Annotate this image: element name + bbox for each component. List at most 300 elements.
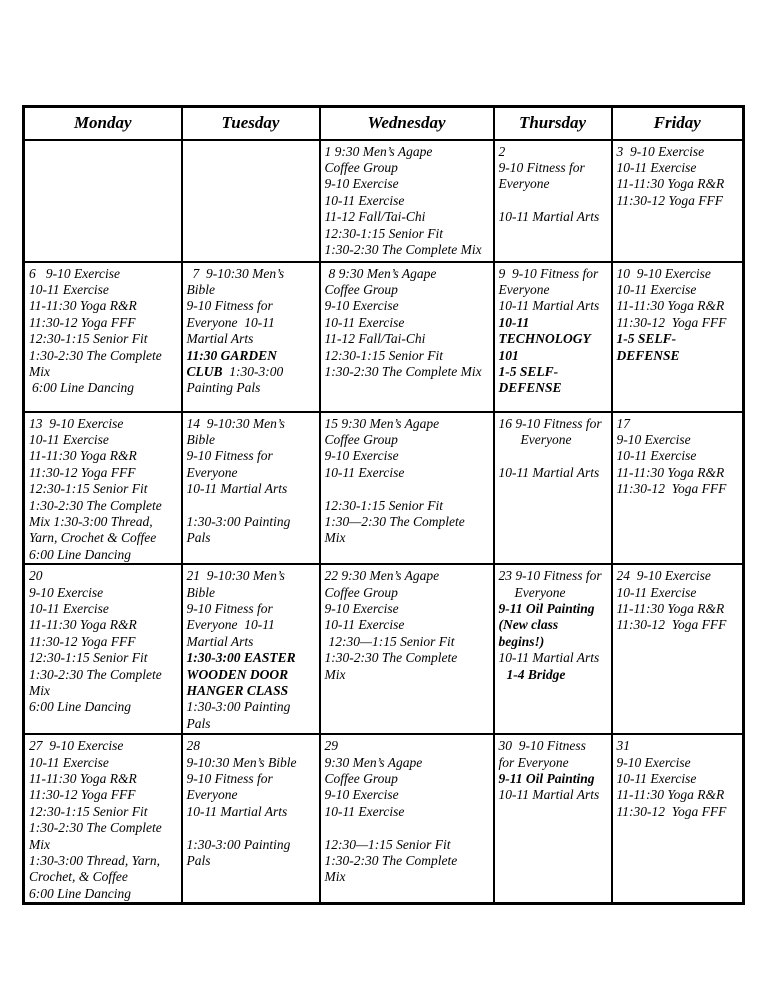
schedule-line bbox=[29, 683, 180, 699]
schedule-text-bold: 101 bbox=[498, 347, 519, 363]
schedule-text: Mix bbox=[29, 683, 50, 698]
schedule-line bbox=[187, 804, 318, 820]
schedule-text: 1:30-2:30 The Complete bbox=[29, 666, 162, 682]
schedule-text-bold: 9-11 Oil Painting bbox=[498, 770, 595, 786]
schedule-line bbox=[325, 416, 492, 432]
schedule-line bbox=[187, 514, 318, 530]
schedule-text: 11-12 Fall/Tai-Chi bbox=[324, 331, 426, 347]
schedule-line bbox=[29, 331, 180, 347]
schedule-line bbox=[325, 585, 492, 601]
schedule-line bbox=[617, 481, 742, 497]
schedule-line bbox=[499, 380, 610, 396]
schedule-line bbox=[187, 837, 318, 853]
schedule-line bbox=[325, 617, 492, 633]
schedule-line bbox=[187, 650, 318, 666]
schedule-text: 12:30-1:15 Senior Fit bbox=[29, 803, 148, 819]
schedule-text: Crochet, & Coffee bbox=[29, 869, 128, 885]
day-cell-2 bbox=[494, 140, 612, 262]
schedule-line bbox=[325, 315, 492, 331]
schedule-line bbox=[499, 617, 610, 633]
schedule-text: Mix 1:30-3:00 Thread, bbox=[29, 513, 153, 529]
schedule-text: 10-11 Exercise bbox=[29, 431, 109, 447]
schedule-line bbox=[29, 266, 180, 282]
schedule-text: 10-11 Exercise bbox=[29, 600, 109, 616]
week-row-5 bbox=[24, 734, 744, 904]
schedule-text: Coffee Group bbox=[324, 159, 398, 175]
schedule-line bbox=[187, 585, 318, 601]
schedule-text: 2 bbox=[498, 143, 506, 159]
schedule-line bbox=[187, 364, 318, 380]
schedule-line bbox=[617, 282, 742, 298]
schedule-text-bold: CLUB bbox=[186, 363, 223, 379]
header-row bbox=[24, 107, 744, 140]
schedule-text: 24 9-10 Exercise bbox=[616, 568, 711, 584]
schedule-text: 1:30-3:00 bbox=[222, 363, 284, 379]
schedule-text: 1:30-2:30 The Complete Mix bbox=[324, 363, 482, 379]
schedule-line bbox=[29, 787, 180, 803]
schedule-text: Coffee Group bbox=[324, 431, 398, 447]
schedule-text: 11-11:30 Yoga R&R bbox=[616, 464, 725, 480]
schedule-text: 1:30—2:30 The Complete bbox=[324, 513, 465, 529]
schedule-line bbox=[617, 331, 742, 347]
schedule-line bbox=[187, 266, 318, 282]
schedule-line bbox=[29, 498, 180, 514]
schedule-line bbox=[499, 331, 610, 347]
schedule-text-bold: 1:30-3:00 EASTER bbox=[186, 650, 296, 666]
schedule-text: 11:30-12 Yoga FFF bbox=[616, 617, 727, 633]
schedule-line bbox=[29, 530, 180, 546]
schedule-line bbox=[325, 601, 492, 617]
day-cell-empty bbox=[182, 140, 320, 262]
schedule-line bbox=[29, 416, 180, 432]
schedule-text: 10-11 Exercise bbox=[616, 281, 697, 297]
schedule-text: 9-10 Fitness for bbox=[498, 159, 585, 175]
schedule-line bbox=[29, 547, 180, 563]
schedule-text: Bible bbox=[186, 584, 215, 600]
schedule-text: 22 9:30 Men’s Agape bbox=[324, 568, 440, 584]
schedule-line bbox=[29, 804, 180, 820]
day-cell-24 bbox=[612, 564, 744, 734]
schedule-line bbox=[499, 209, 610, 225]
schedule-line bbox=[187, 617, 318, 633]
schedule-text: 6 9-10 Exercise bbox=[29, 265, 120, 281]
schedule-text-bold: 1-5 SELF- bbox=[616, 331, 677, 347]
schedule-text: 23 9-10 Fitness for bbox=[498, 568, 602, 584]
schedule-text-bold: 10-11 bbox=[498, 314, 530, 330]
schedule-line bbox=[617, 568, 742, 584]
schedule-line bbox=[499, 144, 610, 160]
day-cell-31 bbox=[612, 734, 744, 904]
schedule-text: 12:30-1:15 Senior Fit bbox=[29, 650, 148, 666]
schedule-text: 16 9-10 Fitness for bbox=[498, 415, 602, 431]
schedule-line bbox=[187, 416, 318, 432]
schedule-text: 11-11:30 Yoga R&R bbox=[616, 176, 725, 192]
schedule-text: 10-11 Martial Arts bbox=[498, 787, 600, 803]
schedule-line bbox=[29, 650, 180, 666]
schedule-text: Bible bbox=[186, 281, 215, 297]
calendar-body bbox=[24, 140, 744, 904]
schedule-text: 8 9:30 Men’s Agape bbox=[328, 265, 437, 281]
schedule-line bbox=[617, 266, 742, 282]
schedule-line bbox=[187, 683, 318, 699]
schedule-line bbox=[499, 601, 610, 617]
schedule-text: 12:30-1:15 Senior Fit bbox=[324, 497, 443, 513]
schedule-line bbox=[325, 481, 492, 497]
schedule-line bbox=[617, 787, 742, 803]
schedule-line bbox=[29, 380, 180, 396]
schedule-line bbox=[325, 853, 492, 869]
schedule-line bbox=[617, 465, 742, 481]
schedule-line bbox=[325, 282, 492, 298]
schedule-text-bold: 11:30 GARDEN bbox=[186, 347, 277, 363]
schedule-text: 9-10 Exercise bbox=[324, 298, 399, 314]
schedule-text: Everyone bbox=[514, 584, 566, 600]
schedule-line bbox=[29, 869, 180, 885]
schedule-line bbox=[325, 634, 492, 650]
schedule-text: Painting Pals bbox=[186, 380, 261, 396]
schedule-line bbox=[187, 315, 318, 331]
schedule-line bbox=[499, 193, 610, 209]
schedule-line bbox=[187, 771, 318, 787]
schedule-text: 10-11 Martial Arts bbox=[186, 803, 288, 819]
schedule-text: 9-10 Exercise bbox=[324, 600, 399, 616]
schedule-line bbox=[325, 364, 492, 380]
schedule-text: 12:30-1:15 Senior Fit bbox=[29, 331, 148, 347]
schedule-line bbox=[325, 160, 492, 176]
schedule-text: 6:00 Line Dancing bbox=[32, 380, 134, 396]
schedule-text-bold: (New class bbox=[498, 617, 559, 633]
schedule-line bbox=[325, 837, 492, 853]
schedule-line bbox=[499, 315, 610, 331]
day-cell-30 bbox=[494, 734, 612, 904]
schedule-line bbox=[499, 568, 610, 584]
schedule-line bbox=[29, 853, 180, 869]
schedule-line bbox=[325, 266, 492, 282]
schedule-line bbox=[499, 585, 610, 601]
schedule-text: 9-10 Exercise bbox=[616, 431, 691, 447]
schedule-text: Martial Arts bbox=[186, 331, 254, 347]
schedule-text: 9-10 Fitness for bbox=[186, 448, 273, 464]
schedule-line bbox=[325, 465, 492, 481]
activity-calendar-table bbox=[22, 105, 745, 905]
schedule-line bbox=[187, 348, 318, 364]
schedule-line bbox=[325, 298, 492, 314]
schedule-line bbox=[617, 348, 742, 364]
schedule-text: 11-11:30 Yoga R&R bbox=[29, 617, 137, 633]
schedule-line bbox=[617, 315, 742, 331]
schedule-text: 31 bbox=[616, 738, 630, 754]
schedule-text: Mix bbox=[324, 530, 346, 546]
schedule-text: Bible bbox=[186, 431, 215, 447]
schedule-text: 12:30-1:15 Senior Fit bbox=[29, 481, 148, 497]
schedule-line bbox=[187, 282, 318, 298]
schedule-text: Everyone bbox=[498, 176, 550, 192]
schedule-text: 9-10 Exercise bbox=[324, 176, 399, 192]
schedule-text: 10-11 Exercise bbox=[29, 754, 109, 770]
schedule-line bbox=[617, 771, 742, 787]
schedule-text: 10-11 Martial Arts bbox=[186, 481, 288, 497]
schedule-text: Mix bbox=[29, 363, 50, 379]
schedule-text-bold: 9-11 Oil Painting bbox=[498, 600, 595, 616]
week-row-1 bbox=[24, 140, 744, 262]
schedule-text: 1 9:30 Men’s Agape bbox=[324, 143, 433, 159]
schedule-line bbox=[187, 298, 318, 314]
schedule-line bbox=[29, 568, 180, 584]
schedule-text-bold: HANGER CLASS bbox=[186, 683, 289, 698]
schedule-line bbox=[325, 738, 492, 754]
schedule-line bbox=[499, 176, 610, 192]
day-cell-27 bbox=[24, 734, 182, 904]
day-cell-9 bbox=[494, 262, 612, 412]
schedule-text: 1:30-2:30 The Complete bbox=[324, 650, 458, 666]
schedule-text: 10-11 Exercise bbox=[324, 314, 405, 330]
schedule-text: 1:30-2:30 The Complete bbox=[29, 820, 162, 836]
schedule-text: 12:30-1:15 Senior Fit bbox=[324, 347, 443, 363]
schedule-line bbox=[187, 432, 318, 448]
schedule-line bbox=[499, 348, 610, 364]
schedule-line bbox=[325, 348, 492, 364]
schedule-text: 11:30-12 Yoga FFF bbox=[616, 803, 727, 819]
schedule-text: 11-11:30 Yoga R&R bbox=[29, 298, 137, 314]
schedule-text-bold: WOODEN DOOR bbox=[186, 666, 289, 682]
schedule-line bbox=[29, 448, 180, 464]
schedule-text-bold: 1-4 Bridge bbox=[506, 666, 566, 682]
schedule-line bbox=[499, 364, 610, 380]
schedule-text: 13 9-10 Exercise bbox=[29, 415, 124, 431]
schedule-text: 10-11 Exercise bbox=[29, 281, 109, 297]
schedule-line bbox=[617, 585, 742, 601]
schedule-text: 12:30—1:15 Senior Fit bbox=[328, 633, 455, 649]
schedule-line bbox=[325, 498, 492, 514]
schedule-text: 11-11:30 Yoga R&R bbox=[616, 600, 725, 616]
schedule-text: 6:00 Line Dancing bbox=[29, 546, 131, 562]
schedule-text-bold: begins!) bbox=[498, 633, 545, 649]
schedule-text: 3 9-10 Exercise bbox=[616, 143, 705, 159]
schedule-line bbox=[617, 755, 742, 771]
schedule-line bbox=[499, 298, 610, 314]
schedule-text: 9:30 Men’s Agape bbox=[324, 754, 423, 770]
schedule-line bbox=[29, 481, 180, 497]
schedule-text: 1:30-2:30 The Complete bbox=[324, 853, 458, 868]
schedule-text: 28 bbox=[186, 738, 200, 754]
day-cell-13 bbox=[24, 412, 182, 565]
schedule-text: 10-11 Exercise bbox=[324, 617, 405, 633]
schedule-line bbox=[617, 601, 742, 617]
schedule-text: 9 9-10 Fitness for bbox=[498, 265, 599, 281]
schedule-text: 11:30-12 Yoga FFF bbox=[29, 314, 136, 330]
schedule-line bbox=[187, 568, 318, 584]
schedule-text-bold: DEFENSE bbox=[498, 380, 562, 396]
header-friday: Friday bbox=[612, 107, 744, 140]
schedule-text: 10-11 Exercise bbox=[616, 584, 697, 600]
schedule-line bbox=[325, 514, 492, 530]
schedule-line bbox=[325, 176, 492, 192]
schedule-line bbox=[29, 432, 180, 448]
schedule-text: Yarn, Crochet & Coffee bbox=[29, 530, 157, 546]
schedule-text: 1:30-2:30 The Complete bbox=[29, 347, 162, 363]
schedule-line bbox=[187, 716, 318, 732]
schedule-text: 10 9-10 Exercise bbox=[616, 265, 711, 281]
schedule-text: 15 9:30 Men’s Agape bbox=[324, 415, 440, 431]
schedule-text: 14 9-10:30 Men’s bbox=[186, 415, 285, 431]
schedule-line bbox=[29, 771, 180, 787]
schedule-line bbox=[29, 348, 180, 364]
schedule-text: 10-11 Exercise bbox=[324, 464, 405, 480]
schedule-line bbox=[325, 530, 492, 546]
week-row-2 bbox=[24, 262, 744, 412]
day-cell-1 bbox=[320, 140, 494, 262]
schedule-line bbox=[29, 601, 180, 617]
day-cell-29 bbox=[320, 734, 494, 904]
schedule-line bbox=[325, 820, 492, 836]
day-cell-14 bbox=[182, 412, 320, 565]
schedule-line bbox=[617, 617, 742, 633]
schedule-text: Pals bbox=[186, 715, 211, 731]
schedule-text: Mix bbox=[29, 836, 50, 852]
schedule-text: 10-11 Exercise bbox=[616, 770, 697, 786]
schedule-text: Everyone bbox=[498, 281, 550, 297]
schedule-text: 9-10 Fitness for bbox=[186, 600, 273, 616]
schedule-line bbox=[499, 634, 610, 650]
day-cell-8 bbox=[320, 262, 494, 412]
schedule-text: 10-11 Exercise bbox=[616, 159, 697, 175]
schedule-text: 11:30-12 Yoga FFF bbox=[29, 464, 136, 480]
header-wednesday: Wednesday bbox=[320, 107, 494, 140]
schedule-line bbox=[325, 448, 492, 464]
schedule-line bbox=[187, 738, 318, 754]
schedule-text: 11:30-12 Yoga FFF bbox=[29, 633, 136, 649]
schedule-text: 6:00 Line Dancing bbox=[29, 885, 131, 901]
schedule-line bbox=[29, 755, 180, 771]
schedule-line bbox=[29, 634, 180, 650]
schedule-line bbox=[187, 667, 318, 683]
schedule-text: Coffee Group bbox=[324, 281, 398, 297]
schedule-line bbox=[187, 601, 318, 617]
schedule-text: 9-10 Exercise bbox=[616, 754, 691, 770]
header-tuesday: Tuesday bbox=[182, 107, 320, 140]
schedule-line bbox=[29, 617, 180, 633]
schedule-line bbox=[29, 364, 180, 380]
schedule-line bbox=[187, 820, 318, 836]
day-cell-20 bbox=[24, 564, 182, 734]
schedule-text: 1:30-3:00 Painting bbox=[186, 836, 291, 852]
day-cell-22 bbox=[320, 564, 494, 734]
schedule-line bbox=[187, 331, 318, 347]
schedule-text: 6:00 Line Dancing bbox=[29, 699, 131, 715]
schedule-text: 12:30—1:15 Senior Fit bbox=[324, 836, 451, 852]
schedule-line bbox=[29, 514, 180, 530]
schedule-line bbox=[325, 193, 492, 209]
schedule-text: 1:30-3:00 Thread, Yarn, bbox=[29, 853, 161, 868]
schedule-text: 20 bbox=[29, 568, 43, 584]
schedule-text: 11-11:30 Yoga R&R bbox=[29, 770, 137, 786]
day-cell-10 bbox=[612, 262, 744, 412]
schedule-line bbox=[325, 667, 492, 683]
schedule-text: 11:30-12 Yoga FFF bbox=[616, 314, 727, 330]
schedule-text: 10-11 Exercise bbox=[616, 448, 697, 464]
schedule-line bbox=[325, 331, 492, 347]
schedule-line bbox=[187, 530, 318, 546]
schedule-text: 30 9-10 Fitness bbox=[498, 738, 586, 754]
header-monday: Monday bbox=[24, 107, 182, 140]
schedule-text: 10-11 Martial Arts bbox=[498, 298, 600, 314]
schedule-line bbox=[499, 771, 610, 787]
schedule-text: 21 9-10:30 Men’s bbox=[186, 568, 285, 584]
schedule-line bbox=[325, 771, 492, 787]
schedule-text: Coffee Group bbox=[324, 584, 398, 600]
schedule-text: 1:30-3:00 Painting bbox=[186, 699, 291, 715]
day-cell-23 bbox=[494, 564, 612, 734]
schedule-line bbox=[187, 380, 318, 396]
schedule-line bbox=[617, 448, 742, 464]
schedule-line bbox=[499, 282, 610, 298]
day-cell-7 bbox=[182, 262, 320, 412]
schedule-line bbox=[617, 193, 742, 209]
schedule-text: 11-12 Fall/Tai-Chi bbox=[324, 209, 426, 225]
schedule-line bbox=[499, 755, 610, 771]
week-row-4 bbox=[24, 564, 744, 734]
schedule-text: 1:30-3:00 Painting bbox=[186, 513, 291, 529]
schedule-text: Everyone 10-11 bbox=[186, 314, 275, 330]
schedule-line bbox=[187, 787, 318, 803]
schedule-line bbox=[187, 498, 318, 514]
schedule-text: 11:30-12 Yoga FFF bbox=[616, 481, 727, 497]
schedule-line bbox=[325, 226, 492, 242]
schedule-line bbox=[29, 465, 180, 481]
schedule-line bbox=[499, 416, 610, 432]
schedule-text: Pals bbox=[186, 530, 211, 546]
schedule-text: 10-11 Exercise bbox=[324, 803, 405, 819]
schedule-line bbox=[325, 144, 492, 160]
schedule-text: Mix bbox=[324, 869, 346, 885]
schedule-text-bold: 1-5 SELF- bbox=[498, 363, 559, 379]
schedule-line bbox=[499, 738, 610, 754]
schedule-line bbox=[499, 432, 610, 448]
schedule-line bbox=[325, 755, 492, 771]
schedule-line bbox=[29, 667, 180, 683]
schedule-line bbox=[499, 448, 610, 464]
schedule-line bbox=[325, 804, 492, 820]
schedule-text: 11-11:30 Yoga R&R bbox=[29, 448, 137, 464]
schedule-text: 9-10 Exercise bbox=[324, 787, 399, 803]
schedule-text: Mix bbox=[324, 666, 346, 682]
schedule-line bbox=[29, 738, 180, 754]
schedule-text: 1:30-2:30 The Complete bbox=[29, 497, 162, 513]
schedule-text: 9-10 Fitness for bbox=[186, 298, 273, 314]
schedule-text: for Everyone bbox=[498, 754, 569, 770]
day-cell-16 bbox=[494, 412, 612, 565]
schedule-text: 11:30-12 Yoga FFF bbox=[616, 192, 723, 208]
schedule-line bbox=[325, 209, 492, 225]
schedule-line bbox=[187, 853, 318, 869]
schedule-line bbox=[617, 176, 742, 192]
schedule-line bbox=[325, 432, 492, 448]
schedule-line bbox=[187, 481, 318, 497]
schedule-text: Martial Arts bbox=[186, 633, 254, 649]
schedule-line bbox=[29, 837, 180, 853]
week-row-3 bbox=[24, 412, 744, 565]
schedule-line bbox=[29, 820, 180, 836]
schedule-line bbox=[325, 787, 492, 803]
schedule-line bbox=[29, 699, 180, 715]
schedule-line bbox=[499, 465, 610, 481]
schedule-line bbox=[29, 886, 180, 902]
schedule-line bbox=[499, 266, 610, 282]
header-thursday: Thursday bbox=[494, 107, 612, 140]
schedule-line bbox=[187, 448, 318, 464]
day-cell-21 bbox=[182, 564, 320, 734]
schedule-line bbox=[499, 667, 610, 683]
